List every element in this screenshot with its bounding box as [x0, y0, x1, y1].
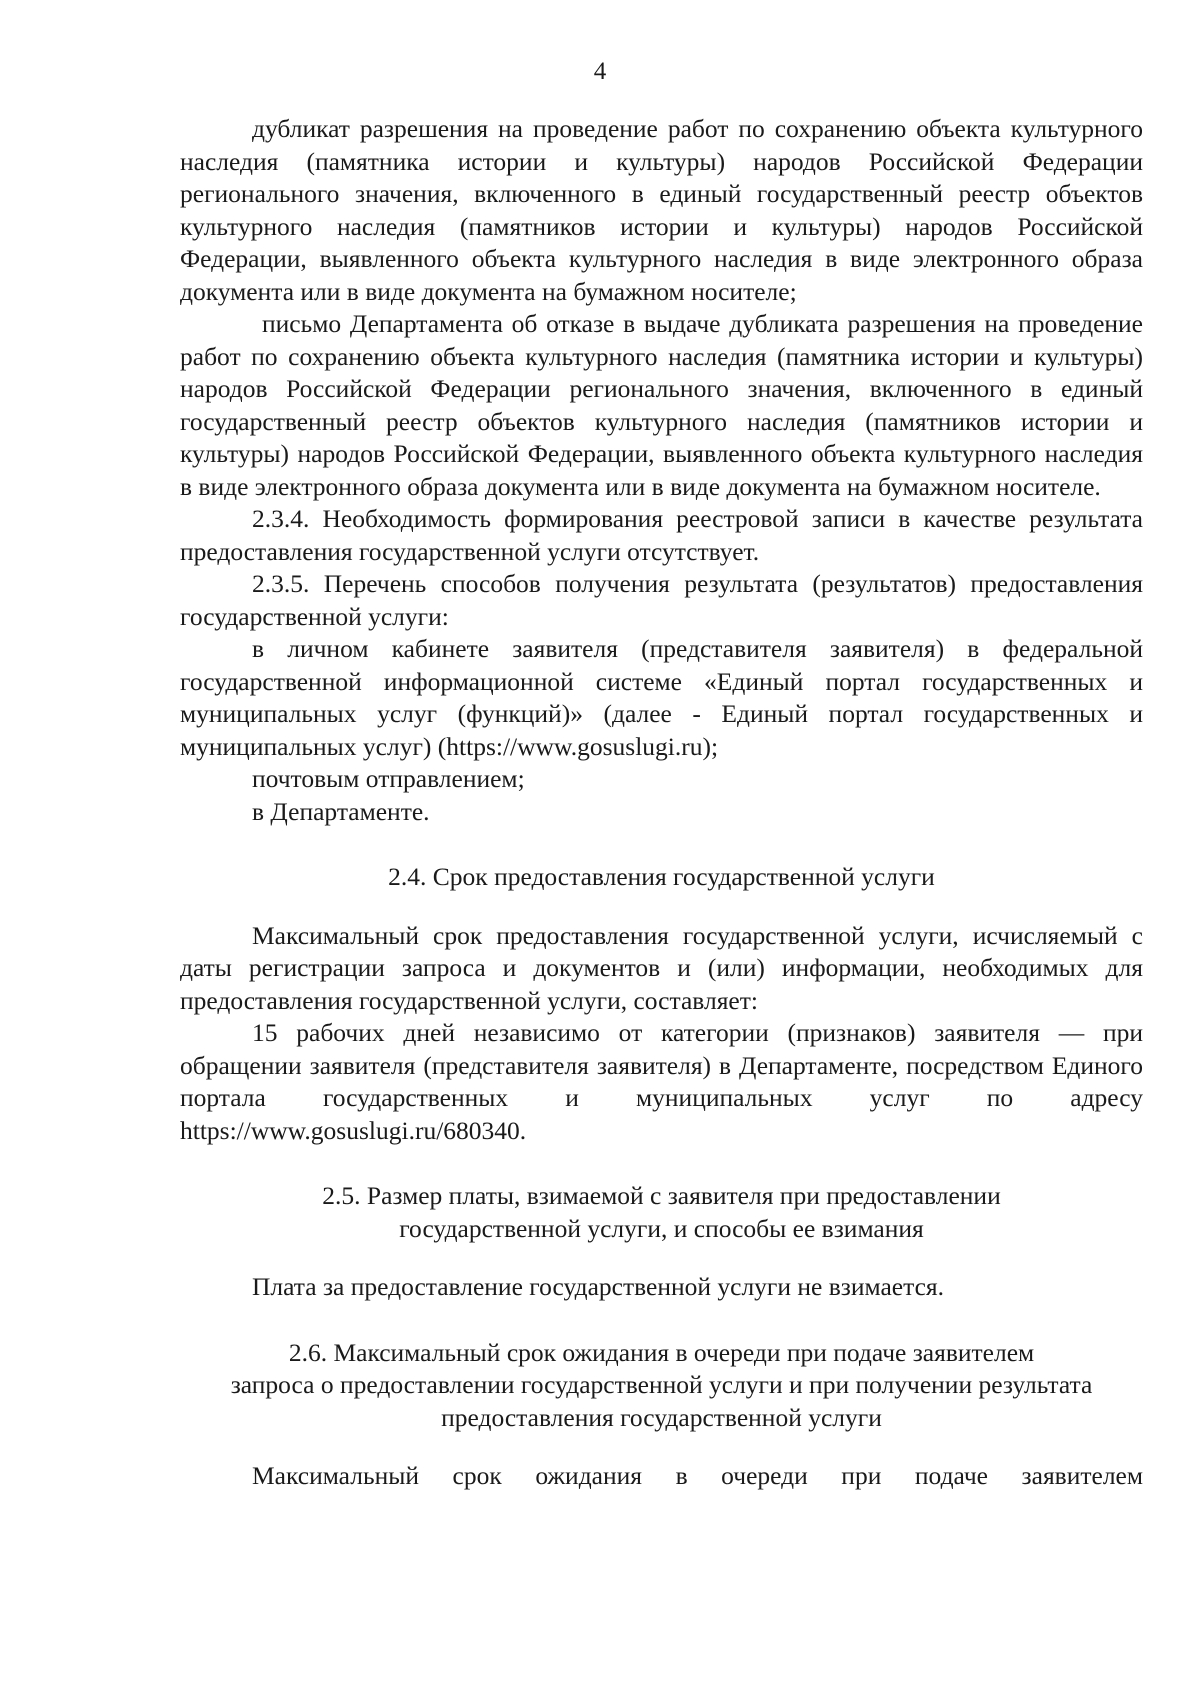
heading-2-5-line2: государственной услуги, и способы ее взимания — [399, 1213, 924, 1243]
paragraph-personal-cabinet: в личном кабинете заявителя (представителя заявителя) в федеральной государственной информационной системе «Единый портал государственных и муниципальных услуг (функций)» (далее - Единый портал государственных и муниципальных услуг) (https://www.gosuslugi.ru); — [180, 634, 1143, 761]
paragraph-department: в Департаменте. — [252, 796, 430, 826]
heading-2-6-line2: запроса о предоставлении государственной услуги и при получении результата — [230, 1370, 1093, 1399]
paragraph-15-days: 15 рабочих дней независимо от категории (признаков) заявителя — при обращении заявителя (представителя заявителя) в Департаменте, посредством Единого портала государственных и муниципальных услуг по адресу https://www.gosuslugi.ru/680340. — [180, 1018, 1143, 1145]
paragraph-duplicate-permit: дубликат разрешения на проведение работ по сохранению объекта культурного наследия (памятника истории и культуры) народов Российской Федерации регионального значения, включенного в единый государственный реестр объектов культурного наследия (памятников истории и культуры) народов Российской Федерации, выявленного объекта культурного наследия в виде электронного образа документа или в виде документа на бумажном носителе; — [180, 114, 1143, 306]
paragraph-fee: Плата за предоставление государственной услуги не взимается. — [252, 1272, 944, 1301]
document-body — [180, 113, 1143, 1493]
heading-2-6-line1: 2.6. Максимальный срок ожидания в очереди при подаче заявителем — [288, 1337, 1035, 1367]
heading-2-4: 2.4. Срок предоставления государственной услуги — [388, 862, 935, 891]
paragraph-postal: почтовым отправлением; — [252, 764, 525, 793]
paragraph-2-3-5: 2.3.5. Перечень способов получения результата (результатов) предоставления государственной услуги: — [180, 569, 1143, 631]
heading-2-5-line1: 2.5. Размер платы, взимаемой с заявителя при предоставлении — [322, 1181, 1001, 1210]
page-number: 4 — [593, 58, 607, 85]
paragraph-refusal-letter: письмо Департамента об отказе в выдаче дубликата разрешения на проведение работ по сохранению объекта культурного наследия (памятника истории и культуры) народов Российской Федерации регионального значения, включенного в единый государственный реестр объектов культурного наследия (памятников истории и культуры) народов Российской Федерации, выявленного объекта культурного наследия в виде электронного образа документа или в виде документа на бумажном носителе. — [180, 309, 1143, 501]
heading-2-6-line3: предоставления государственной услуги — [441, 1402, 882, 1432]
paragraph-max-term: Максимальный срок предоставления государственной услуги, исчисляемый с даты регистрации запроса и документов и (или) информации, необходимых для предоставления государственной услуги, составляет: — [180, 920, 1143, 1015]
paragraph-queue-time: Максимальный срок ожидания в очереди при подаче заявителем — [252, 1461, 1143, 1490]
paragraph-2-3-4: 2.3.4. Необходимость формирования реестровой записи в качестве результата предоставления государственной услуги отсутствует. — [180, 504, 1143, 566]
